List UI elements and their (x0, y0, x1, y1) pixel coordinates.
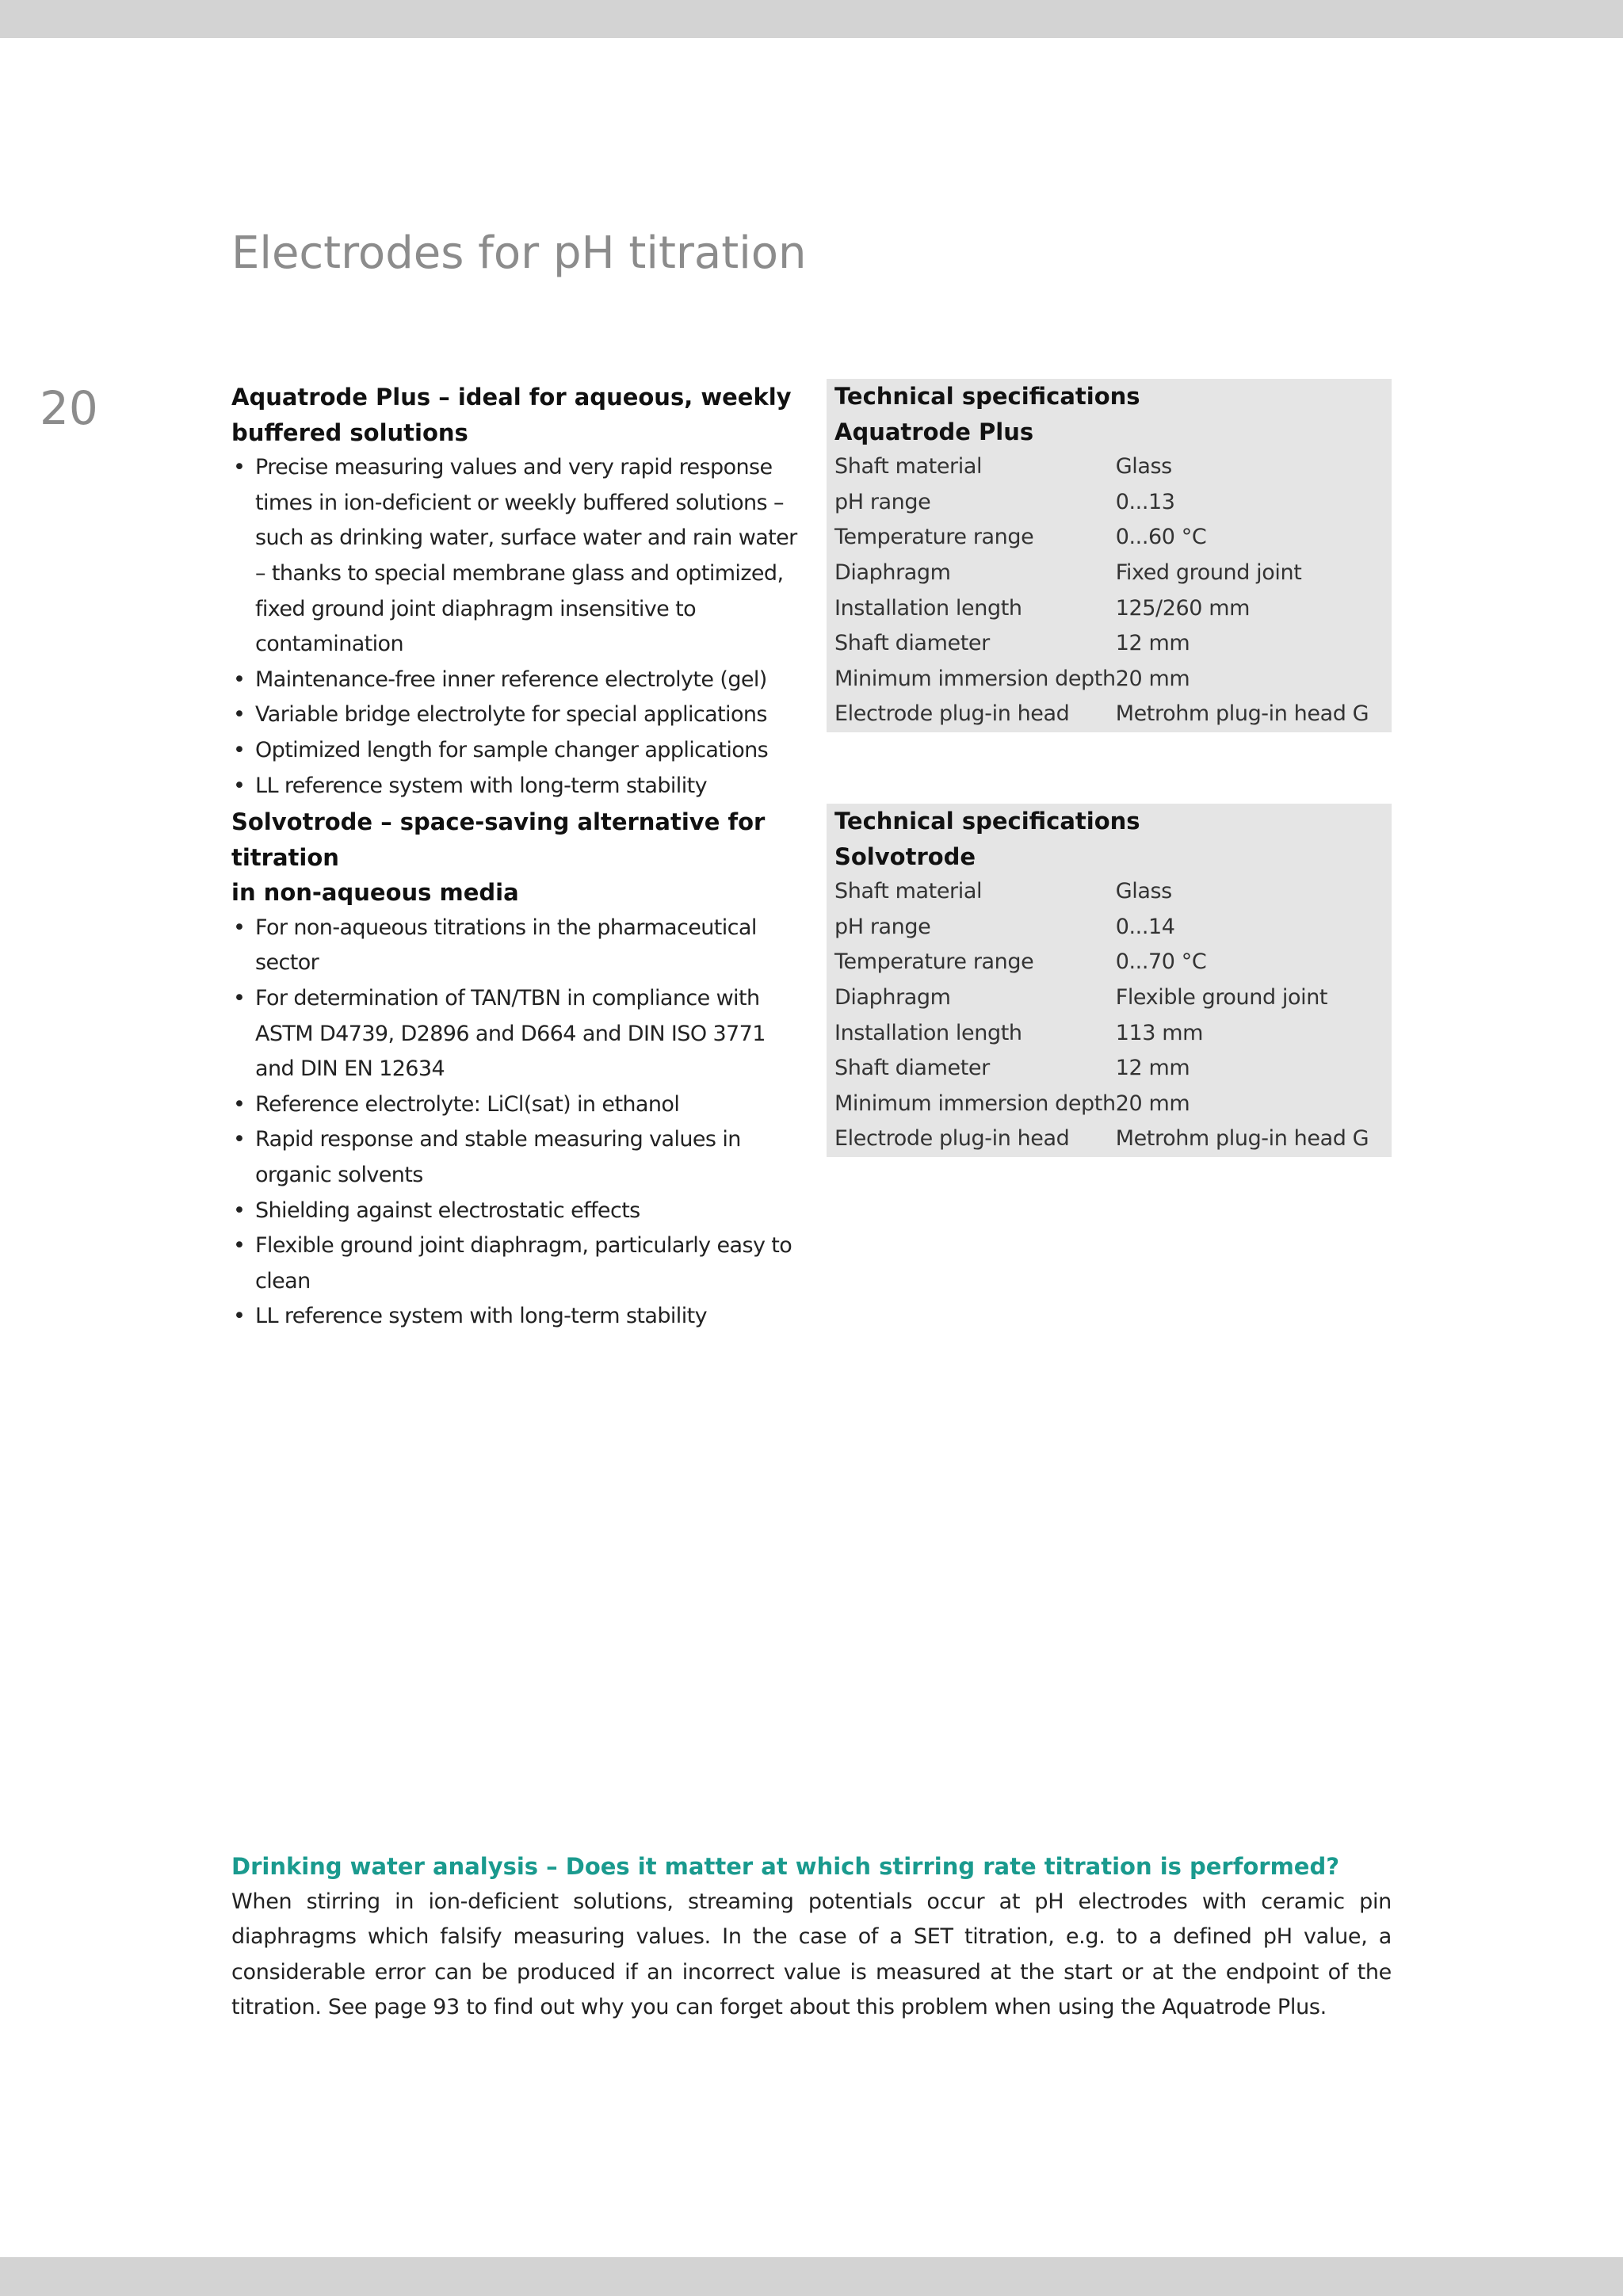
spec-value: 12 mm (1115, 631, 1190, 656)
table-row (834, 1016, 1384, 1052)
table-row (834, 662, 1384, 697)
spec-value: Flexible ground joint (1115, 984, 1328, 1010)
spec-label: Minimum immersion depth (834, 666, 1116, 691)
spec-value: Glass (1115, 454, 1172, 479)
solvotrode-feature-list (231, 911, 802, 1335)
solvotrode-spec-product: Solvotrode (834, 842, 976, 870)
spec-label: Shaft diameter (834, 1056, 990, 1081)
bottom-bar (0, 2257, 1623, 2296)
aquatrode-feature-list (231, 450, 802, 804)
list-item: • For determination of TAN/TBN in compliance with ASTM D4739, D2896 and D664 and DIN ISO 3771 and DIN EN 12634 (231, 981, 802, 1087)
list-item: • LL reference system with long-term stability (231, 769, 802, 804)
spec-value: 113 mm (1115, 1020, 1204, 1045)
spec-label: Minimum immersion depth (834, 1091, 1116, 1116)
aquatrode-section (231, 380, 802, 804)
aquatrode-spec-box (827, 379, 1392, 732)
table-row (834, 697, 1384, 732)
spec-label: Shaft material (834, 454, 983, 479)
spec-label: pH range (834, 914, 931, 939)
aquatrode-heading-line1: Aquatrode Plus – ideal for aqueous, weekly (231, 384, 792, 411)
solvotrode-heading-line1: Solvotrode – space-saving alternative for titration (231, 808, 766, 871)
solvotrode-section (231, 804, 802, 1335)
spec-label: Diaphragm (834, 560, 951, 585)
spec-value: 20 mm (1115, 666, 1190, 691)
aquatrode-heading (231, 380, 802, 450)
table-row (834, 910, 1384, 946)
spec-value: Metrohm plug-in head G (1115, 1126, 1369, 1152)
spec-value: 125/260 mm (1115, 595, 1251, 621)
list-item: • LL reference system with long-term stability (231, 1299, 802, 1335)
spec-value: Fixed ground joint (1115, 560, 1302, 585)
list-item: • For non-aqueous titrations in the pharmaceutical sector (231, 911, 802, 981)
table-row (834, 945, 1384, 980)
table-row (834, 449, 1384, 485)
table-row (834, 626, 1384, 662)
list-item: • Maintenance-free inner reference electrolyte (gel) (231, 663, 802, 698)
spec-value: 20 mm (1115, 1091, 1190, 1116)
page-title: Electrodes for pH titration (231, 227, 807, 279)
list-item: • Precise measuring values and very rapid response times in ion-deficient or weekly buffered solutions – such as drinking water, surface water and rain water – thanks to special membrane glass and optimized, fixed ground joint diaphragm insensitive to contamination (231, 450, 802, 663)
aquatrode-spec-table (834, 449, 1384, 732)
aquatrode-spec-product: Aquatrode Plus (834, 418, 1034, 445)
table-row (834, 1087, 1384, 1122)
page-number: 20 (40, 381, 98, 435)
solvotrode-heading (231, 804, 802, 911)
spec-value: 0...14 (1115, 914, 1175, 939)
list-item: • Shielding against electrostatic effects (231, 1194, 802, 1229)
drinking-water-note (231, 1849, 1392, 2026)
list-item: • Rapid response and stable measuring values in organic solvents (231, 1122, 802, 1193)
table-row (834, 1121, 1384, 1157)
list-item: • Flexible ground joint diaphragm, particularly easy to clean (231, 1228, 802, 1299)
spec-value: 0...70 °C (1115, 949, 1207, 975)
aquatrode-heading-line2: buffered solutions (231, 418, 468, 446)
spec-label: Shaft diameter (834, 631, 990, 656)
spec-label: Electrode plug-in head (834, 1126, 1070, 1152)
spec-value: 0...60 °C (1115, 525, 1207, 550)
top-bar (0, 0, 1623, 38)
spec-label: Electrode plug-in head (834, 701, 1070, 727)
table-row (834, 485, 1384, 521)
table-row (834, 556, 1384, 591)
note-body: When stirring in ion-deficient solutions, streaming potentials occur at pH electrodes with ceramic pin diaphragms which falsify measuring values. In the case of a SET titration, e.g. to a defined pH value, a considerable error can be produced if an incorrect value is measured at the start or at the endpoint of the titration. See page 93 to find out why you can forget about this problem when using the Aquatrode Plus. (231, 1889, 1392, 2020)
aquatrode-spec-title: Technical specifications (834, 383, 1140, 410)
spec-label: Installation length (834, 595, 1022, 621)
list-item: • Reference electrolyte: LiCl(sat) in ethanol (231, 1087, 802, 1123)
solvotrode-spec-table (834, 874, 1384, 1157)
table-row (834, 874, 1384, 910)
table-row (834, 980, 1384, 1016)
spec-label: Diaphragm (834, 984, 951, 1010)
solvotrode-spec-box (827, 804, 1392, 1157)
solvotrode-spec-title: Technical specifications (834, 808, 1140, 835)
table-row (834, 591, 1384, 627)
table-row (834, 520, 1384, 556)
spec-label: Shaft material (834, 879, 983, 904)
note-heading: Drinking water analysis – Does it matter at which stirring rate titration is performed? (231, 1853, 1340, 1880)
spec-value: Metrohm plug-in head G (1115, 701, 1369, 727)
spec-label: Temperature range (834, 525, 1034, 550)
list-item: • Variable bridge electrolyte for special applications (231, 697, 802, 733)
spec-label: Installation length (834, 1020, 1022, 1045)
solvotrode-heading-line2: in non-aqueous media (231, 879, 519, 907)
list-item: • Optimized length for sample changer applications (231, 733, 802, 769)
spec-value: 12 mm (1115, 1056, 1190, 1081)
spec-label: Temperature range (834, 949, 1034, 975)
spec-value: 0...13 (1115, 489, 1175, 514)
spec-label: pH range (834, 489, 931, 514)
table-row (834, 1051, 1384, 1087)
spec-value: Glass (1115, 879, 1172, 904)
